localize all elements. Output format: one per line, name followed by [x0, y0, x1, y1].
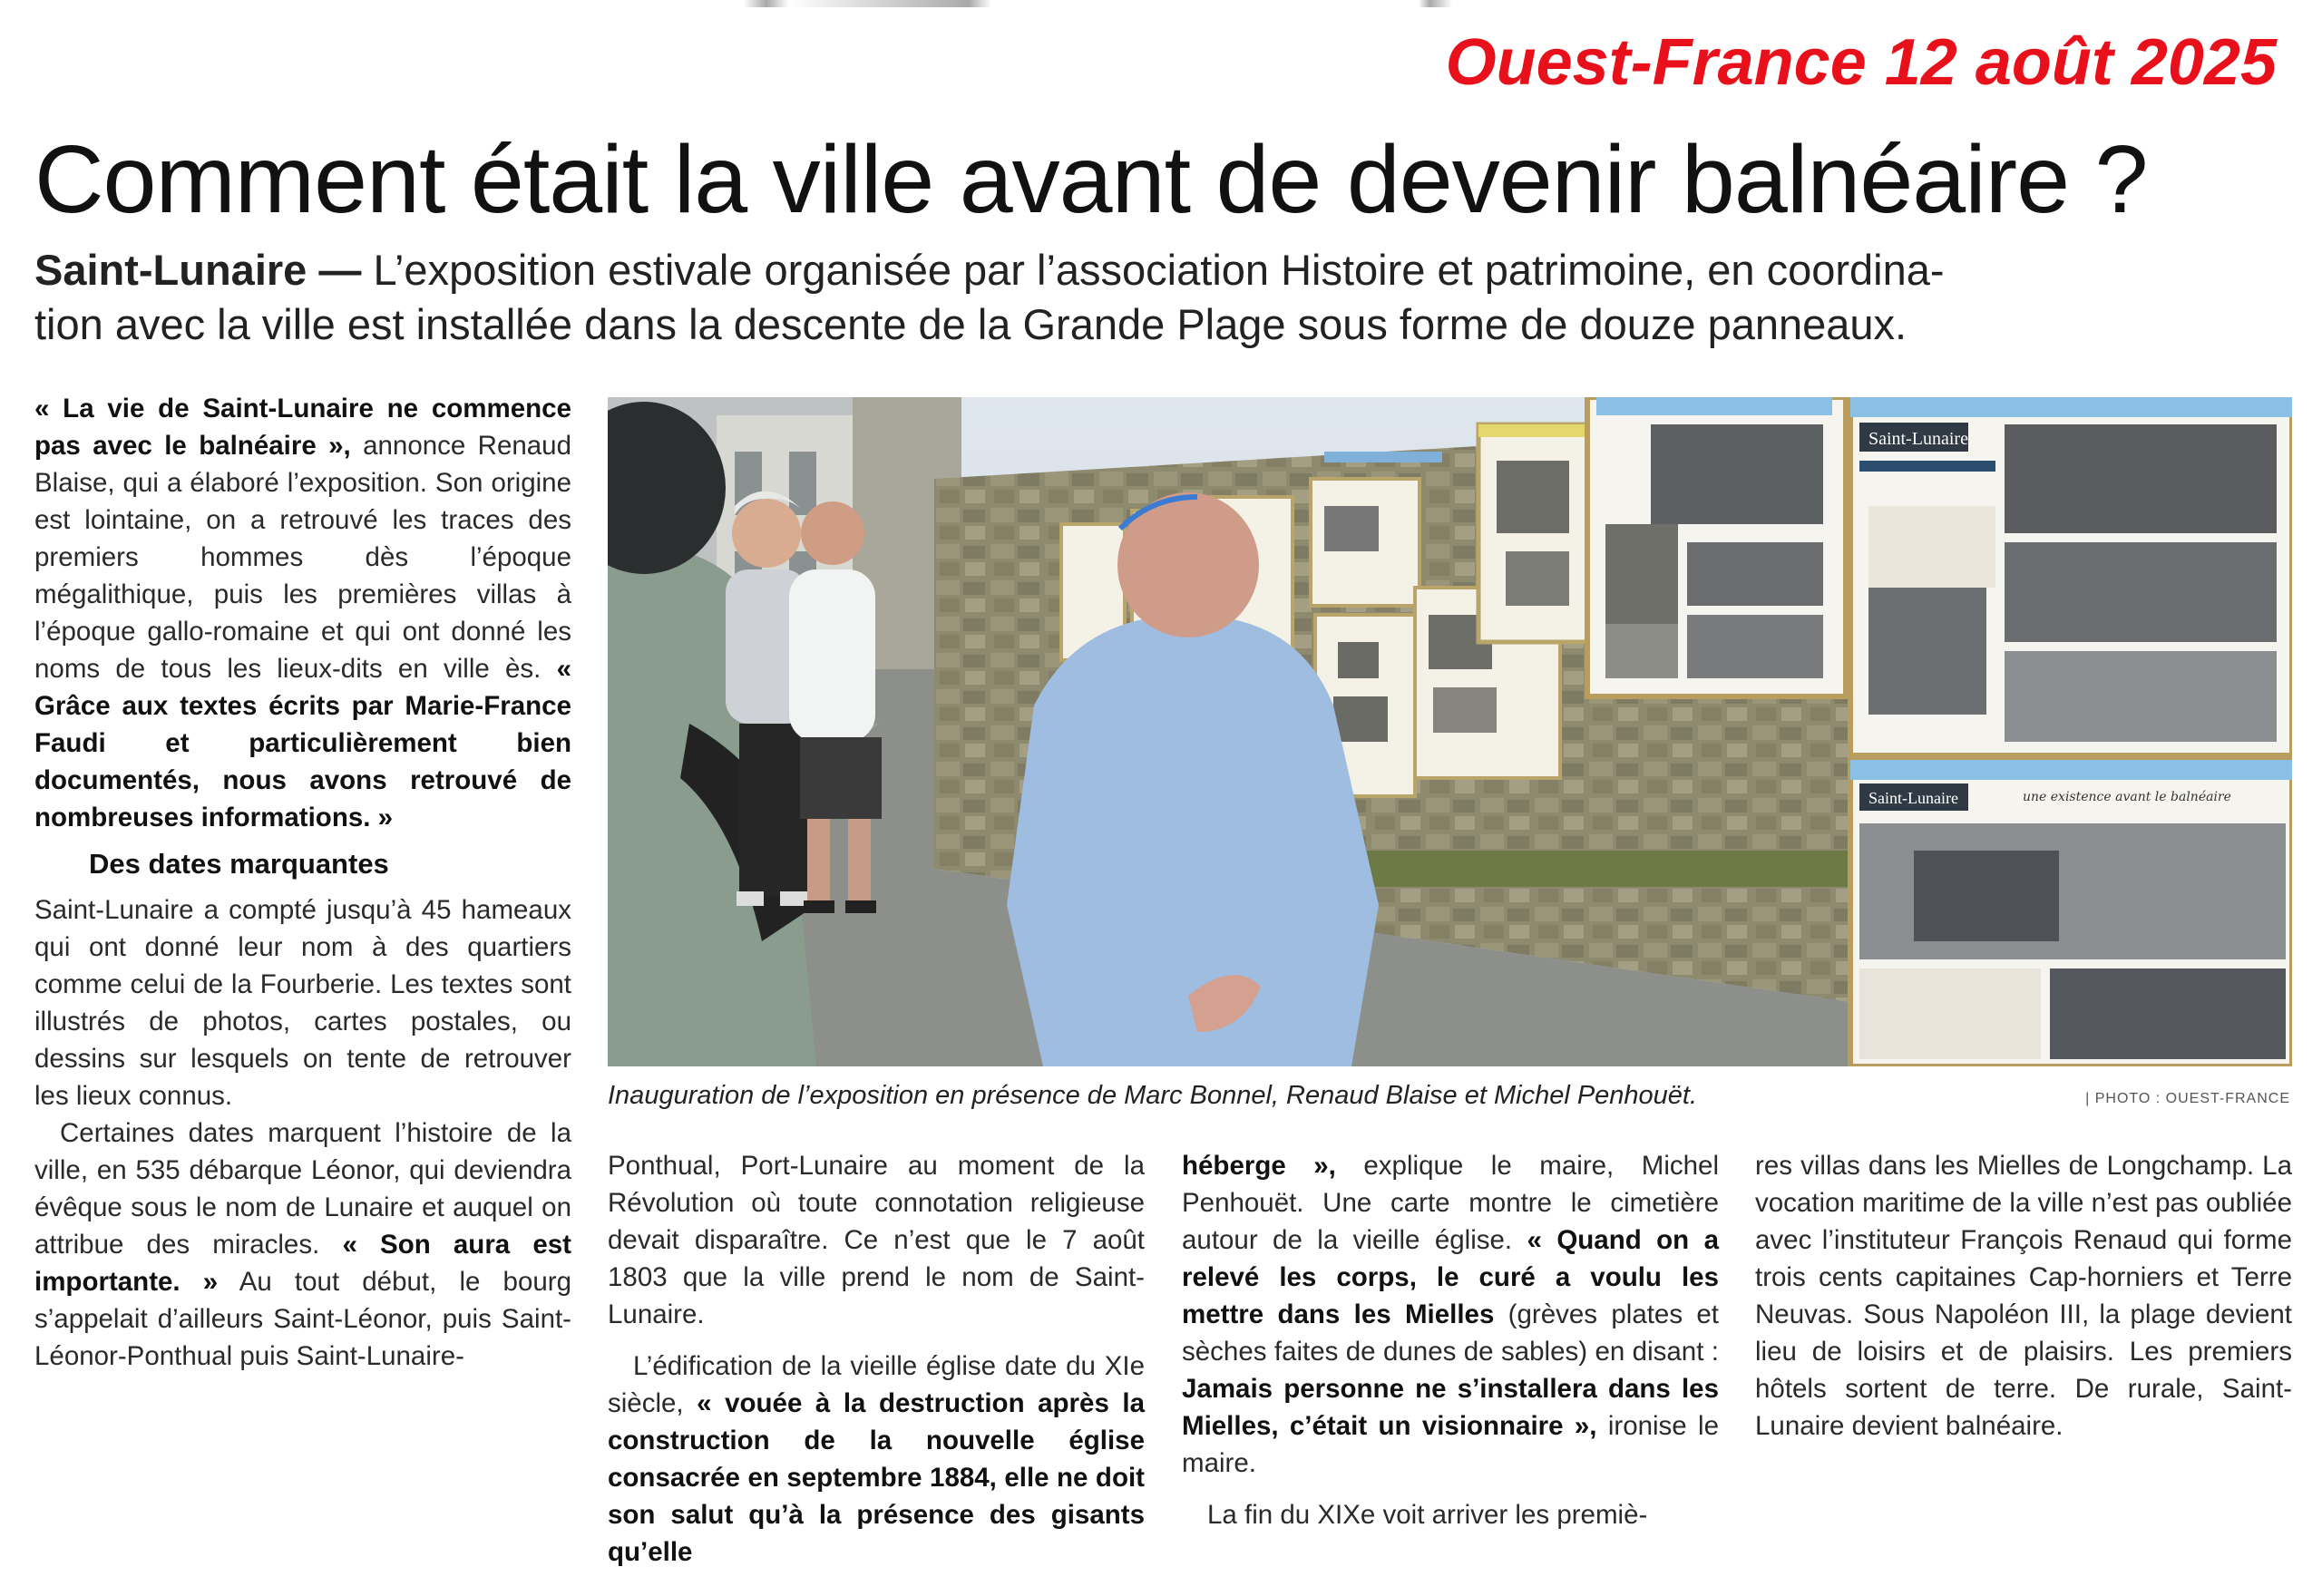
paragraph-fin-xix: La fin du XIXe voit arriver les premiè- [1207, 1500, 1648, 1530]
quote-intro: « La vie de Saint-Lunaire ne commence pas avec le balnéaire », [34, 394, 571, 461]
dateline: Saint-Lunaire — [34, 246, 362, 294]
text-bourg: Au tout début, le bourg s’appelait d’ailleurs Saint-Léonor, puis Saint-Léonor-Ponthual puis Saint-Lunaire- [34, 1267, 571, 1371]
standfirst-line-2: tion avec la ville est installée dans la descente de la Grande Plage sous forme de douze panneaux. [34, 300, 1907, 348]
text-intro: annonce Renaud Blaise, qui a élaboré l’exposition. Son origine est lointaine, on a retrouvé les traces des premiers hommes dès l’époque mégalithique, puis les premières villas à l’époque gallo-romaine et qui ont donné les noms de tous les lieux-dits en ville ès. [34, 431, 571, 684]
paragraph-mielles [1182, 1147, 1719, 1482]
text-dates: Certaines dates marquent l’histoire de la ville, en 535 débarque Léonor, qui deviendra évêque sous le nom de Lunaire et auquel on attribue des miracles. [34, 1118, 571, 1260]
cropped-previous-line [744, 0, 1868, 7]
article-column-1 [34, 390, 571, 1375]
quote-aura: « Son aura est importante. » [34, 1230, 571, 1297]
panel-subtitle: une existence avant le balnéaire [2023, 790, 2231, 804]
article-column-4 [1755, 1147, 2292, 1445]
headline: Comment était la ville avant de devenir balnéaire ? [34, 126, 2148, 233]
standfirst [34, 243, 2030, 352]
text-maire: explique le maire, Michel Penhouët. Une carte montre le cimetière autour de la vieille église. [1182, 1151, 1720, 1255]
article-column-3 [1182, 1147, 1719, 1533]
paragraph-intro [34, 390, 571, 836]
paragraph-villas: res villas dans les Mielles de Longchamp. La vocation maritime de la ville n’est pas oubliée avec l’instituteur François Renaud qui forme trois cents capitaines Cap-horniers et Terre Neuvas. Sous Napoléon III, la plage devient lieu de loisirs et de plaisirs. Les premiers hôtels sortent de terre. De rurale, Saint-Lunaire devient balnéaire. [1755, 1151, 2292, 1441]
paragraph-dates [34, 1114, 571, 1375]
photo-caption: Inauguration de l’exposition en présence de Marc Bonnel, Renaud Blaise et Michel Penhouët. [608, 1081, 1698, 1110]
source-stamp: Ouest-France 12 août 2025 [1445, 26, 2277, 99]
panel-title-1: Saint-Lunaire [1868, 429, 1968, 449]
text-eglise: L’édification de la vieille église date du XIe siècle, [608, 1351, 1145, 1418]
text-ironise: ironise le maire. [1182, 1411, 1719, 1478]
quote-faudi: « Grâce aux textes écrits par Marie-France Faudi et particulièrement bien documentés, nous avons retrouvé de nombreuses informations. » [34, 654, 571, 832]
text-greves: (grèves plates et sèches faites de dunes de sables) en disant : [1182, 1299, 1719, 1367]
article-column-2 [608, 1147, 1145, 1571]
quote-visionnaire: Jamais personne ne s’installera dans les Mielles, c’était un visionnaire », [1182, 1374, 1719, 1441]
article-photo [608, 397, 2292, 1066]
quote-corps: « Quand on a relevé les corps, le curé a voulu les mettre dans les Mielles [1182, 1225, 1720, 1329]
standfirst-line-1: L’exposition estivale organisée par l’association Histoire et patrimoine, en coordina- [373, 246, 1945, 294]
photo-credit: | PHOTO : OUEST-FRANCE [2085, 1091, 2290, 1106]
panel-title-2: Saint-Lunaire [1868, 789, 1958, 807]
paragraph-revolution: Ponthual, Port-Lunaire au moment de la Révolution où toute connotation religieuse devait disparaître. Ce n’est que le 7 août 1803 que la ville prend le nom de Saint-Lunaire. [608, 1151, 1145, 1329]
quote-destruction: « vouée à la destruction après la construction de la nouvelle église consacrée en septembre 1884, elle ne doit son salut qu’à la présence des gisants qu’elle [608, 1388, 1145, 1567]
paragraph-eglise [608, 1348, 1145, 1571]
subheading: Des dates marquantes [89, 848, 389, 880]
paragraph-hameaux: Saint-Lunaire a compté jusqu’à 45 hameaux qui ont donné leur nom à des quartiers comme celui de la Fourberie. Les textes sont illustrés de photos, cartes postales, ou dessins sur lesquels on tente de retrouver les lieux connus. [34, 895, 571, 1111]
quote-heberge: héberge », [1182, 1151, 1336, 1181]
